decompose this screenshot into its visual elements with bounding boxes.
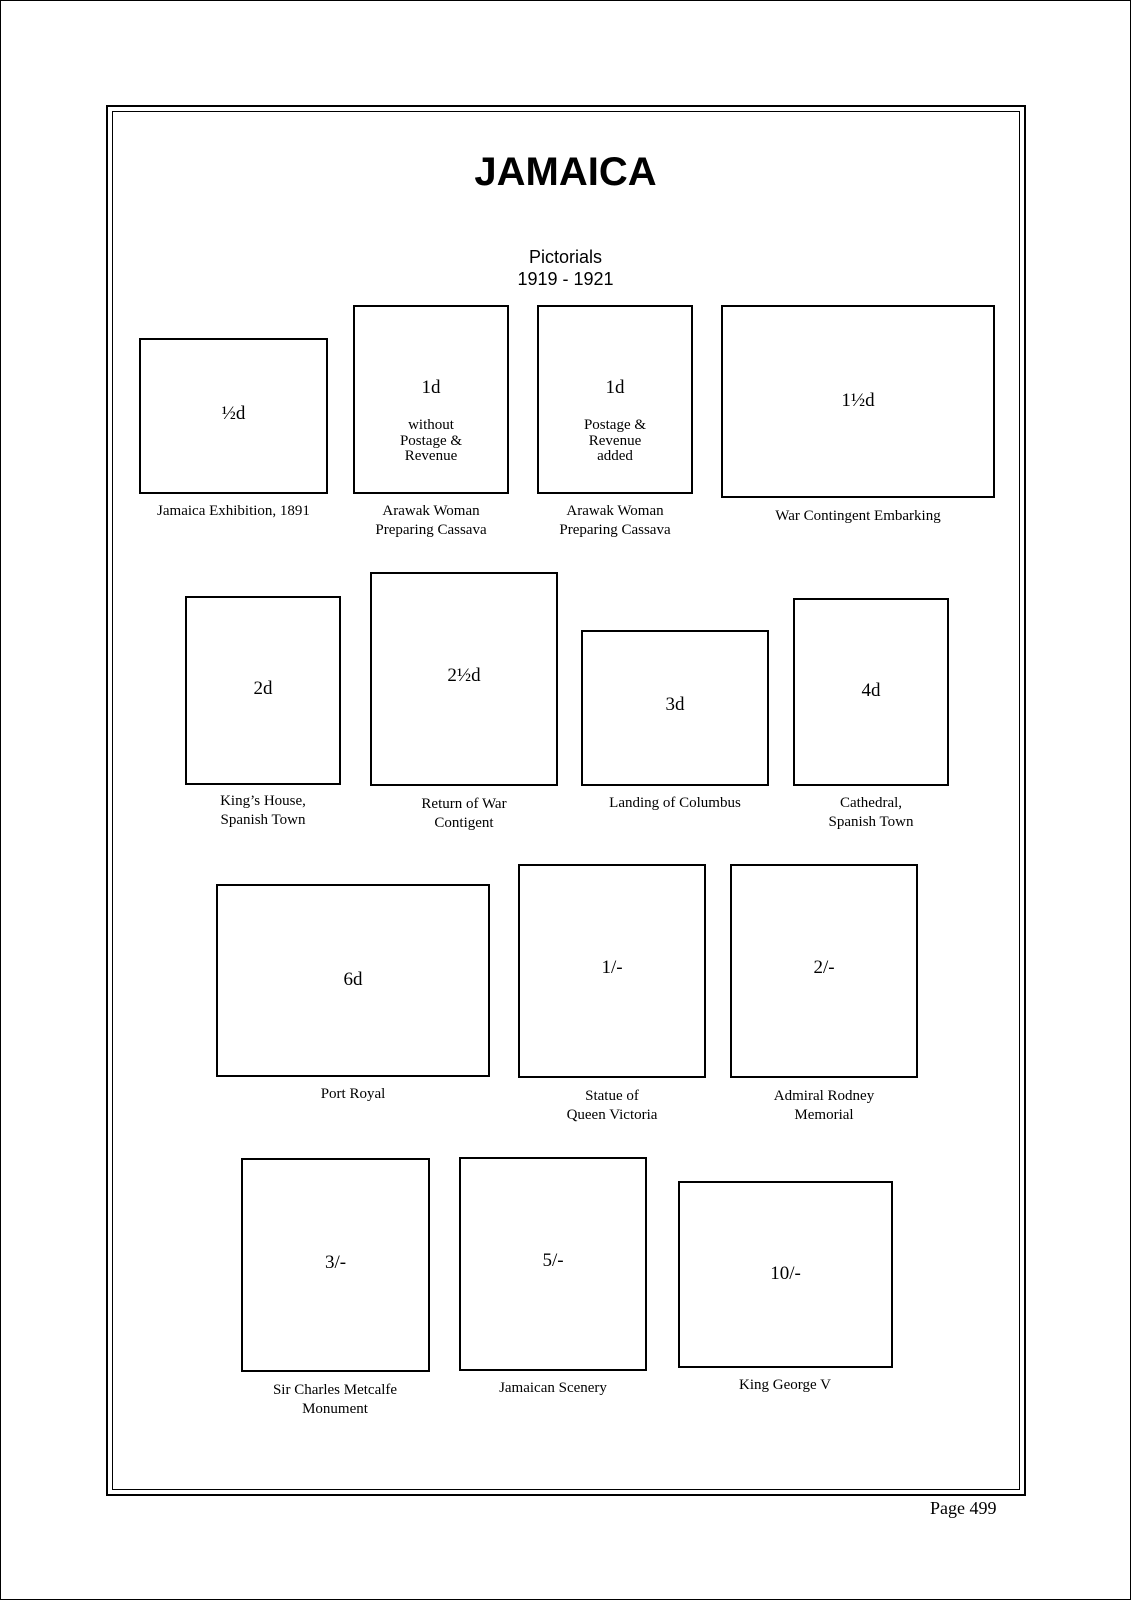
stamp-caption: King’s House, Spanish Town (220, 793, 306, 828)
stamp-box-six-penny[interactable] (216, 884, 490, 1077)
stamp-caption: Port Royal (320, 1086, 386, 1102)
stamp-caption: Landing of Columbus (609, 795, 741, 811)
stamp-denomination: 4d (861, 680, 881, 701)
stamp-denomination: 2/- (813, 957, 835, 978)
stamp-box-one-penny-added[interactable] (537, 305, 693, 494)
stamp-denomination: ½d (221, 403, 246, 424)
stamp-box-ten-shillings[interactable] (678, 1181, 893, 1368)
stamp-denomination: 6d (343, 969, 363, 990)
stamp-box-two-shillings[interactable] (730, 864, 918, 1078)
stamp-box-one-shilling[interactable] (518, 864, 706, 1078)
page-title: JAMAICA (474, 150, 657, 194)
stamp-caption: Jamaican Scenery (499, 1380, 607, 1396)
stamp-caption: Statue of Queen Victoria (566, 1088, 658, 1123)
stamp-box-three-shillings[interactable] (241, 1158, 430, 1372)
stamp-box-five-shillings[interactable] (459, 1157, 647, 1371)
stamp-box-two-half-penny[interactable] (370, 572, 558, 786)
stamp-box-one-half-penny[interactable] (721, 305, 995, 498)
stamp-box-four-penny[interactable] (793, 598, 949, 786)
stamp-denomination: 3d (665, 694, 685, 715)
stamp-denomination: 1/- (601, 957, 623, 978)
stamp-box-one-penny-without[interactable] (353, 305, 509, 494)
page-date-range: 1919 - 1921 (517, 269, 614, 289)
stamp-denomination: 10/- (770, 1263, 801, 1284)
stamp-caption: Arawak Woman Preparing Cassava (375, 503, 487, 538)
page-number: Page 499 (930, 1498, 997, 1518)
stamp-caption: Sir Charles Metcalfe Monument (272, 1382, 398, 1417)
stamp-caption: Arawak Woman Preparing Cassava (559, 503, 671, 538)
stamp-caption: War Contingent Embarking (775, 508, 941, 524)
stamp-denomination: 5/- (542, 1250, 564, 1271)
stamp-denomination: 1½d (841, 390, 875, 411)
stamp-caption: King George V (739, 1377, 831, 1393)
stamp-box-half-penny[interactable] (139, 338, 328, 494)
stamp-caption: Jamaica Exhibition, 1891 (157, 503, 310, 519)
stamp-box-three-penny[interactable] (581, 630, 769, 786)
page-subtitle: Pictorials (528, 247, 603, 267)
stamp-caption: Cathedral, Spanish Town (828, 795, 914, 830)
stamp-denomination: 3/- (324, 1252, 347, 1273)
stamp-caption: Return of War Contigent (421, 796, 507, 831)
stamp-denomination: 2d (253, 678, 273, 699)
stamp-denomination: 1d without Postage & Revenue (399, 376, 463, 465)
stamp-denomination: 1d Postage & Revenue added (583, 376, 647, 465)
stamp-box-two-penny[interactable] (185, 596, 341, 785)
stamp-denomination: 2½d (447, 665, 481, 686)
stamp-caption: Admiral Rodney Memorial (773, 1088, 875, 1123)
